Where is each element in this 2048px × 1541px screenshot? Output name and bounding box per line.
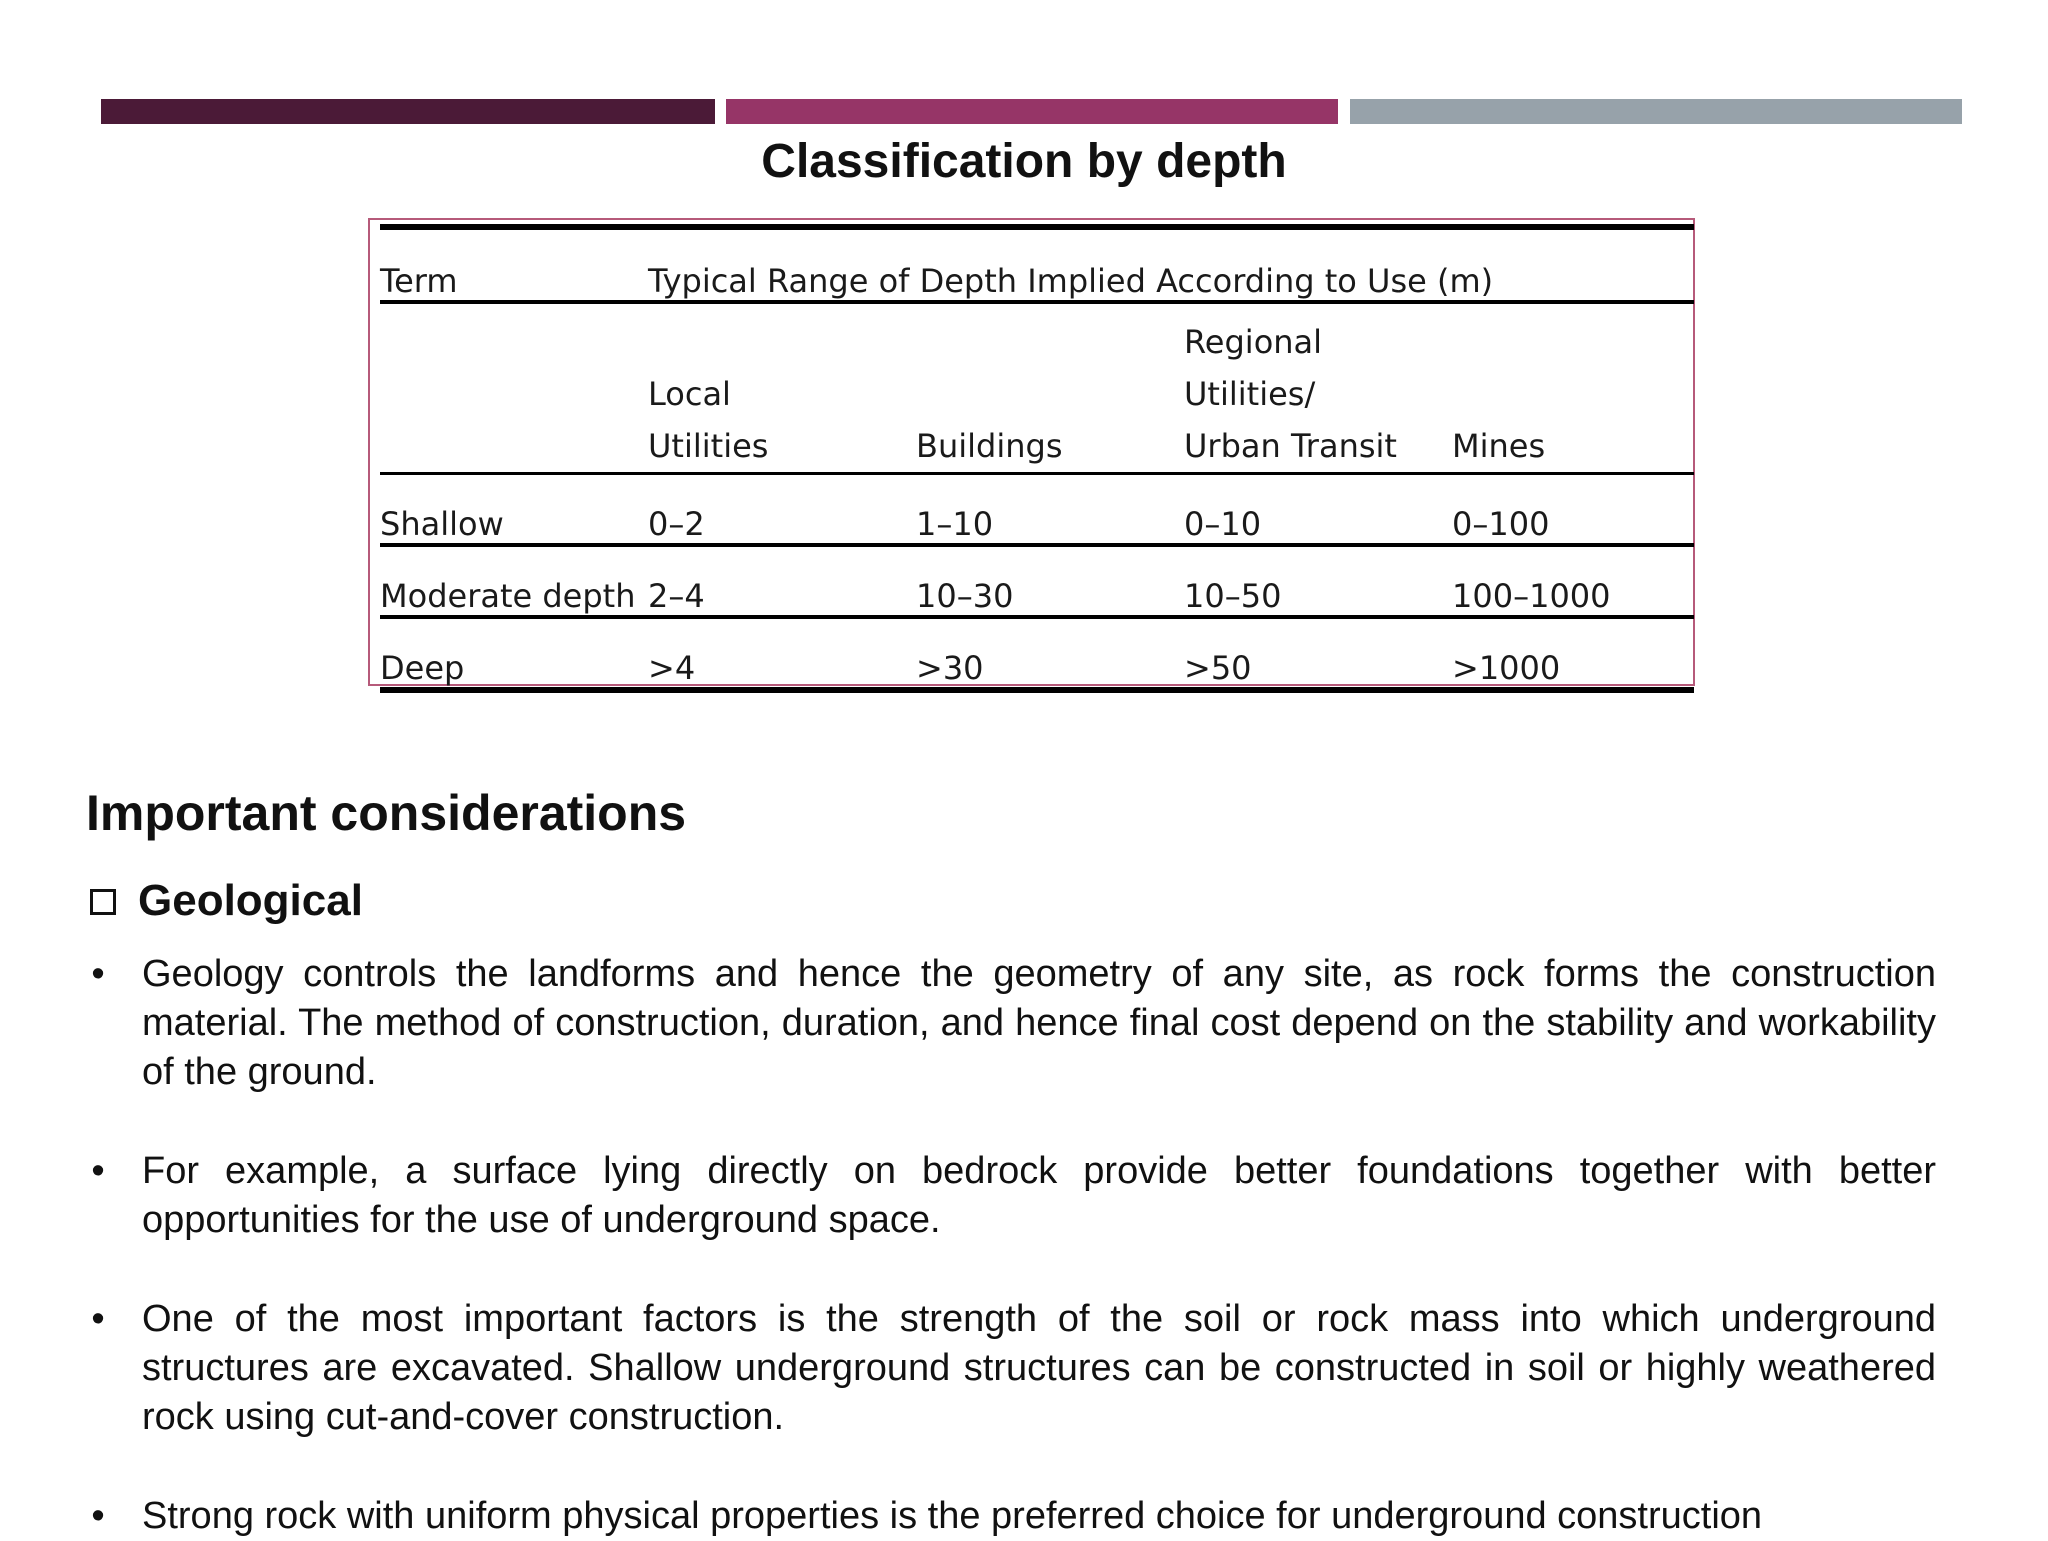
list-item [86, 1295, 1936, 1442]
table-subheader-row [380, 302, 1694, 474]
table-cell: 2–4 [648, 545, 916, 617]
depth-classification-table-image [368, 218, 1695, 686]
table-cell: >30 [916, 617, 1184, 690]
empty-checkbox-icon [90, 889, 116, 915]
table-cell: >50 [1184, 617, 1452, 690]
subheader-local-utilities: Local Utilities [648, 302, 916, 474]
accent-bar-magenta [726, 99, 1338, 124]
accent-bar-gray [1350, 99, 1962, 124]
table-cell: 10–30 [916, 545, 1184, 617]
table-cell: 100–1000 [1452, 545, 1694, 617]
table-header-row [380, 227, 1694, 302]
row-term: Deep [380, 617, 648, 690]
bullet-icon: • [91, 1150, 105, 1192]
bullet-text: Strong rock with uniform physical properties is the preferred choice for underground construction [142, 1495, 1763, 1537]
table-cell: >4 [648, 617, 916, 690]
header-depth-range: Typical Range of Depth Implied According to Use (m) [648, 227, 1694, 302]
list-item [86, 950, 1936, 1097]
bullet-icon: • [91, 1495, 105, 1537]
geological-subheading [86, 876, 363, 926]
table-row [380, 474, 1694, 546]
bullet-text: One of the most important factors is the strength of the soil or rock mass into which underground structures are excavated. Shallow underground structures can be constructed in soil or highly weathered rock using cut-and-cover construction. [142, 1298, 1936, 1438]
subheader-buildings: Buildings [916, 302, 1184, 474]
depth-classification-table [380, 224, 1694, 693]
table-cell: 0–10 [1184, 474, 1452, 546]
subheading-label: Geological [138, 876, 363, 925]
list-item [86, 1492, 1936, 1541]
table-cell: 0–2 [648, 474, 916, 546]
table-cell: 1–10 [916, 474, 1184, 546]
row-term: Shallow [380, 474, 648, 546]
table-cell: 10–50 [1184, 545, 1452, 617]
table-cell: >1000 [1452, 617, 1694, 690]
table-row [380, 617, 1694, 690]
table-cell: 0–100 [1452, 474, 1694, 546]
bullet-list [86, 950, 1936, 1541]
accent-bar-dark [101, 99, 715, 124]
bullet-text: Geology controls the landforms and hence the geometry of any site, as rock forms the construction material. The method of construction, duration, and hence final cost depend on the stability and workability of the ground. [142, 953, 1936, 1093]
bullet-icon: • [91, 1298, 105, 1340]
header-term: Term [380, 227, 648, 302]
subheader-empty [380, 302, 648, 474]
slide-title: Classification by depth [761, 135, 1287, 188]
table-row [380, 545, 1694, 617]
list-item [86, 1147, 1936, 1245]
subheader-mines: Mines [1452, 302, 1694, 474]
bullet-text: For example, a surface lying directly on bedrock provide better foundations together with better opportunities for the use of underground space. [142, 1150, 1936, 1241]
bullet-icon: • [91, 953, 105, 995]
subheader-regional-utilities: Regional Utilities/ Urban Transit [1184, 302, 1452, 474]
row-term: Moderate depth [380, 545, 648, 617]
section-heading: Important considerations [86, 785, 687, 841]
